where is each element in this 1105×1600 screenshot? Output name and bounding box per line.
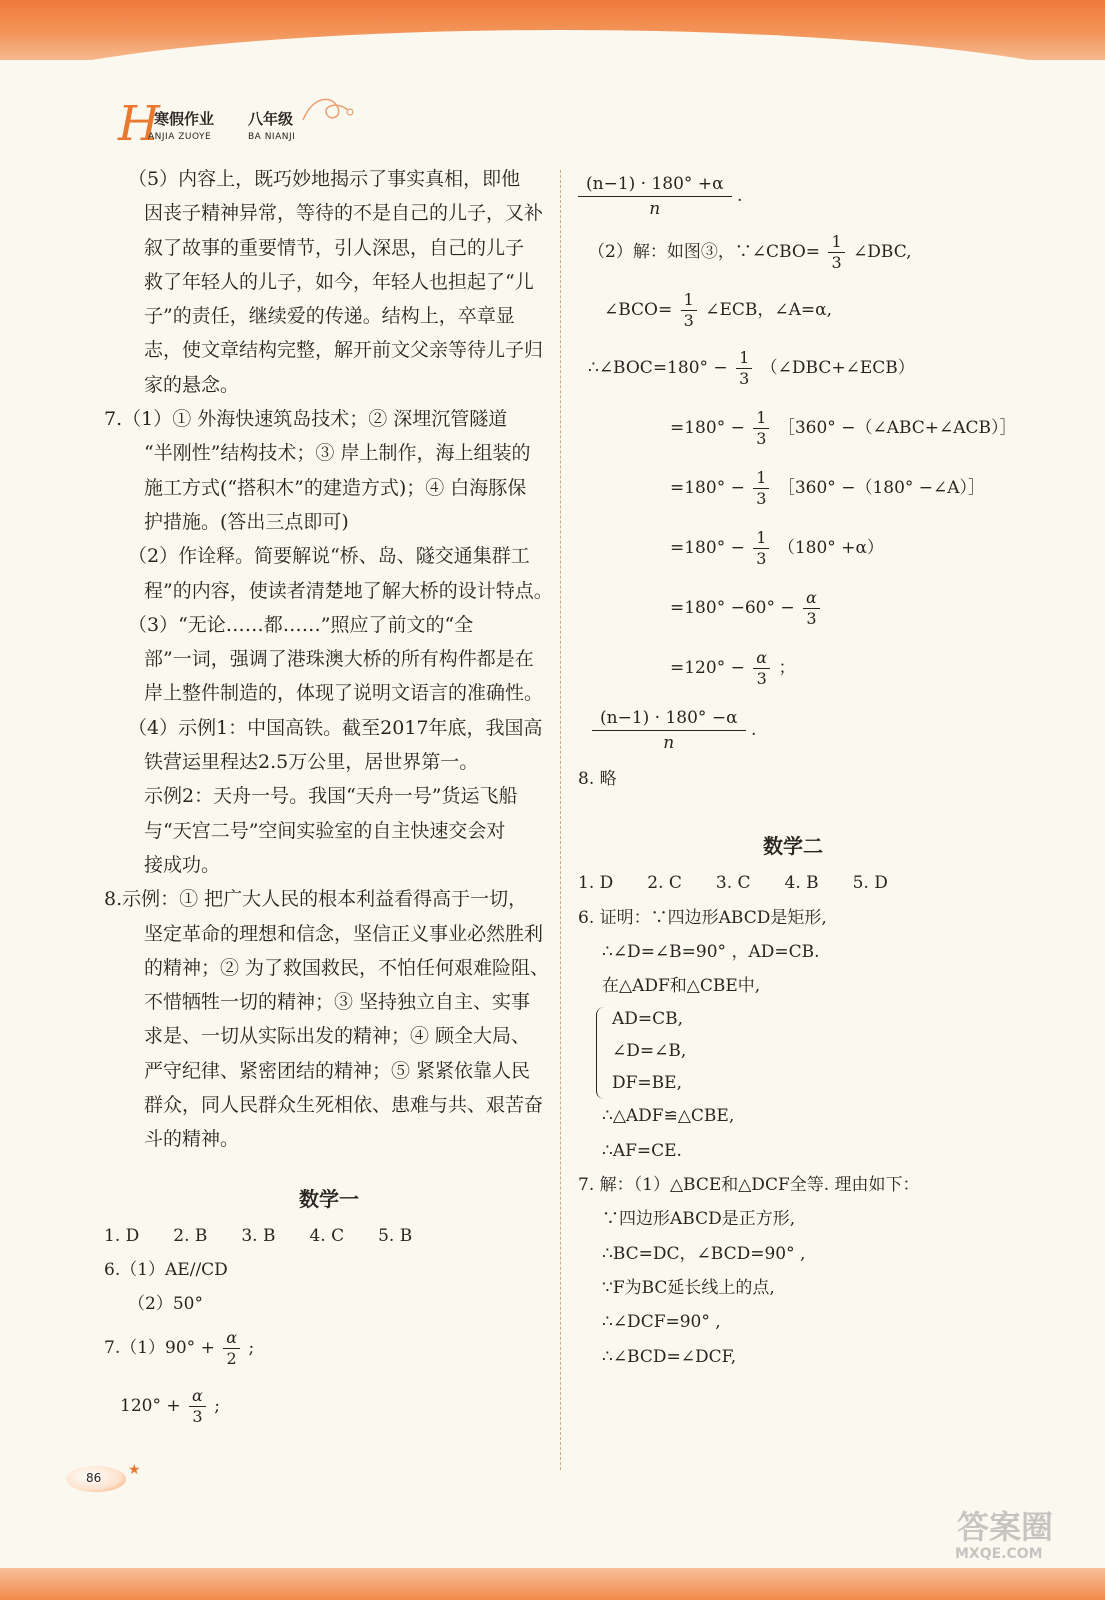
logo-letter: H xyxy=(118,96,160,152)
fraction-numerator: (n−1) · 180° +α xyxy=(578,172,732,197)
q7-line: ∵F为BC延长线上的点, xyxy=(602,1277,775,1298)
book-title: 寒假作业 xyxy=(154,110,215,128)
text-line: 岸上整件制造的，体现了说明文语言的准确性。 xyxy=(144,682,544,705)
star-icon: ★ xyxy=(128,1462,141,1478)
watermark-logo xyxy=(949,1500,1069,1570)
fraction-numerator: α xyxy=(753,648,770,669)
boc-line xyxy=(578,348,1008,400)
math1-q7-2 xyxy=(104,1386,554,1434)
fraction-denominator: 3 xyxy=(831,253,842,272)
equation-step-2 xyxy=(578,468,1008,520)
fraction-denominator: n xyxy=(649,199,661,219)
equation-prefix: =180° − xyxy=(670,478,745,498)
grade-label: 八年级 xyxy=(248,110,294,128)
bco-text-b: ∠ECB，∠A=α, xyxy=(705,300,833,320)
equation-suffix: （180° +α） xyxy=(777,538,884,558)
fraction-denominator: 3 xyxy=(806,609,817,628)
q2-text-b: ∠DBC, xyxy=(853,242,912,262)
left-column xyxy=(104,162,554,1434)
fraction-n-minus-1-plus-alpha xyxy=(578,172,732,221)
text-line: 接成功。 xyxy=(144,853,221,876)
fraction-one-third xyxy=(828,232,844,273)
text-line: 救了年轻人的儿子，如今，年轻人也担起了“儿 xyxy=(144,270,534,293)
text-line: 示例2：天舟一号。我国“天舟一号”货运飞船 xyxy=(144,785,518,808)
fraction-alpha-over-3 xyxy=(753,648,770,689)
punctuation: . xyxy=(736,186,743,206)
math2-choices: 1. D 2. C 3. C 4. B 5. D xyxy=(578,873,888,894)
column-divider xyxy=(560,170,561,1470)
fraction-denominator: 3 xyxy=(756,429,767,448)
text-line: （3）“无论……都……”照应了前文的“全 xyxy=(128,613,474,636)
fraction-numerator: (n−1) · 180° −α xyxy=(592,706,746,731)
fraction-alpha-over-3 xyxy=(803,588,820,629)
q7-line: ∴∠DCF=90° , xyxy=(602,1312,721,1333)
fraction-one-third xyxy=(753,528,769,569)
fraction-denominator: 3 xyxy=(192,1406,203,1426)
fraction-alpha-over-3 xyxy=(189,1386,206,1427)
text-line: 志，使文章结构完整，解开前文父亲等待儿子归 xyxy=(144,339,544,362)
proof-line: ∴AF=CE. xyxy=(602,1140,682,1161)
fraction-denominator: 3 xyxy=(683,311,694,330)
result-fraction-bottom xyxy=(578,706,1008,756)
equation-prefix: =180° − xyxy=(670,418,745,438)
math1-q6-1-text: 6.（1）AE//CD xyxy=(104,1259,228,1280)
equation-step-5 xyxy=(578,648,1008,700)
congruence-conditions xyxy=(588,1003,1008,1099)
condition-line: AD=CB, xyxy=(612,1009,684,1030)
text-line: 群众，同人民群众生死相依、患难与共、艰苦奋 xyxy=(144,1094,544,1117)
q7-line: ∴∠BCD=∠DCF, xyxy=(602,1346,737,1367)
fraction-one-third xyxy=(753,408,769,449)
fraction-numerator: 1 xyxy=(681,290,697,311)
equation-prefix: =180° −60° − xyxy=(670,598,795,618)
text-line: （2）作诠释。简要解说“桥、岛、隧交通集群工 xyxy=(128,545,530,568)
result-fraction-top xyxy=(578,172,1008,222)
fraction-one-third xyxy=(753,468,769,509)
equation-step-3 xyxy=(578,528,1008,580)
bco-line xyxy=(578,290,1008,342)
fraction-one-third xyxy=(736,348,752,389)
equation-prefix: =120° − xyxy=(670,658,745,678)
punctuation: ; xyxy=(248,1337,255,1358)
equation-suffix: ［360° −（180° −∠A）］ xyxy=(777,478,986,498)
text-line: （5）内容上，既巧妙地揭示了事实真相，即他 xyxy=(128,168,521,190)
proof-line: 6. 证明：∵四边形ABCD是矩形, xyxy=(578,907,827,928)
fraction-denominator: 3 xyxy=(756,549,767,568)
math1-q6-1 xyxy=(104,1253,554,1287)
fraction-numerator: α xyxy=(189,1386,206,1407)
fraction-numerator: 1 xyxy=(753,468,769,489)
text-line: 坚定革命的理想和信念，坚信正义事业必然胜利 xyxy=(144,922,544,945)
grade-pinyin: BA NIANJI xyxy=(248,132,296,142)
text-line: 与“天宫二号”空间实验室的自主快速交会对 xyxy=(144,819,506,842)
text-line: “半刚性”结构技术；③ 岸上制作，海上组装的 xyxy=(144,442,531,465)
text-line: 程”的内容，使读者清楚地了解大桥的设计特点。 xyxy=(144,579,553,602)
page-number: 86 xyxy=(86,1471,102,1485)
equation-step-4 xyxy=(578,588,1008,640)
watermark-url: MXQE.COM xyxy=(955,1546,1043,1562)
text-line: 家的悬念。 xyxy=(144,373,240,396)
equation-prefix: =180° − xyxy=(670,538,745,558)
text-line: 严守纪律、紧密团结的精神；⑤ 紧紧依靠人民 xyxy=(144,1059,531,1082)
equation-suffix: ［360° −（∠ABC+∠ACB）］ xyxy=(777,418,1017,438)
text-line: 求是、一切从实际出发的精神；④ 顾全大局、 xyxy=(144,1025,531,1048)
proof-line: 在△ADF和△CBE中, xyxy=(602,976,761,997)
book-title-pinyin: ANJIA ZUOYE xyxy=(148,132,212,142)
right-column xyxy=(578,172,1017,1374)
text-line: 斗的精神。 xyxy=(144,1128,240,1151)
fraction-one-third xyxy=(681,290,697,331)
fraction-numerator: α xyxy=(803,588,820,609)
text-line: 的精神；② 为了救国救民，不怕任何艰难险阻、 xyxy=(144,956,550,979)
text-line: 子”的责任，继续爱的传递。结构上，卒章显 xyxy=(144,305,515,328)
bco-text-a: ∠BCO= xyxy=(604,300,673,320)
section-title-math1: 数学一 xyxy=(299,1186,359,1211)
text-line: 叙了故事的重要情节，引人深思，自己的儿子 xyxy=(144,236,525,259)
q2-line xyxy=(578,232,1008,284)
q8-answer: 8. 略 xyxy=(578,769,617,789)
swirl-ornament-icon xyxy=(298,90,358,130)
fraction-numerator: α xyxy=(223,1328,240,1349)
section-title-math2: 数学二 xyxy=(763,834,823,859)
q7-line: ∵四边形ABCD是正方形, xyxy=(602,1209,796,1230)
math1-q7-1-prefix: 7.（1）90° + xyxy=(104,1337,215,1358)
fraction-numerator: 1 xyxy=(828,232,844,253)
proof-line: ∴∠D=∠B=90° ，AD=CB. xyxy=(602,941,820,962)
text-line: 部”一词，强调了港珠澳大桥的所有构件都是在 xyxy=(144,648,534,671)
punctuation: ; xyxy=(214,1395,220,1416)
text-line: 施工方式(“搭积木”的建造方式)；④ 白海豚保 xyxy=(144,476,527,499)
fraction-denominator: n xyxy=(663,733,675,753)
text-line: 因丧子精神异常，等待的不是自己的儿子，又补 xyxy=(144,202,544,225)
watermark-text: 答案圈 xyxy=(957,1508,1054,1546)
text-line: 7.（1）① 外海快速筑岛技术；② 深埋沉管隧道 xyxy=(104,408,508,431)
text-line: 8.示例：① 把广大人民的根本利益看得高于一切， xyxy=(104,888,528,911)
proof-line: ∴△ADF≌△CBE, xyxy=(602,1106,735,1127)
math1-q7-2-prefix: 120° + xyxy=(120,1395,181,1416)
punctuation: . xyxy=(750,720,757,740)
math1-q6-2: （2）50° xyxy=(128,1294,203,1315)
punctuation: ； xyxy=(778,658,796,678)
boc-text-a: ∴∠BOC=180° − xyxy=(588,358,728,378)
text-line: 铁营运里程达2.5万公里，居世界第一。 xyxy=(144,751,479,774)
page-number-badge xyxy=(66,1462,141,1496)
q7-line: ∴BC=DC，∠BCD=90° , xyxy=(602,1243,806,1264)
condition-line: DF=BE, xyxy=(612,1073,682,1094)
boc-text-b: （∠DBC+∠ECB） xyxy=(760,358,915,378)
q7-line: 7. 解：（1）△BCE和△DCF全等. 理由如下： xyxy=(578,1175,920,1196)
fraction-denominator: 3 xyxy=(739,369,750,388)
fraction-denominator: 3 xyxy=(756,489,767,508)
equation-step-1 xyxy=(578,408,1017,460)
fraction-numerator: 1 xyxy=(736,348,752,369)
brace-icon xyxy=(596,1007,607,1099)
q2-text-a: （2）解：如图③，∵∠CBO= xyxy=(588,242,821,262)
math1-q7-1 xyxy=(104,1328,554,1376)
fraction-numerator: 1 xyxy=(753,408,769,429)
condition-line: ∠D=∠B, xyxy=(612,1041,687,1062)
bottom-decorative-band xyxy=(0,1568,1105,1600)
fraction-n-minus-1-minus-alpha xyxy=(592,706,746,755)
text-line: 不惜牺牲一切的精神；③ 坚持独立自主、实事 xyxy=(144,991,531,1014)
math1-choices: 1. D 2. B 3. B 4. C 5. B xyxy=(104,1225,413,1246)
fraction-numerator: 1 xyxy=(753,528,769,549)
text-line: 护措施。(答出三点即可) xyxy=(144,510,349,533)
fraction-denominator: 2 xyxy=(226,1348,237,1368)
text-line: （4）示例1：中国高铁。截至2017年底，我国高 xyxy=(128,716,543,739)
fraction-denominator: 3 xyxy=(756,669,767,688)
fraction-alpha-over-2 xyxy=(223,1328,240,1369)
